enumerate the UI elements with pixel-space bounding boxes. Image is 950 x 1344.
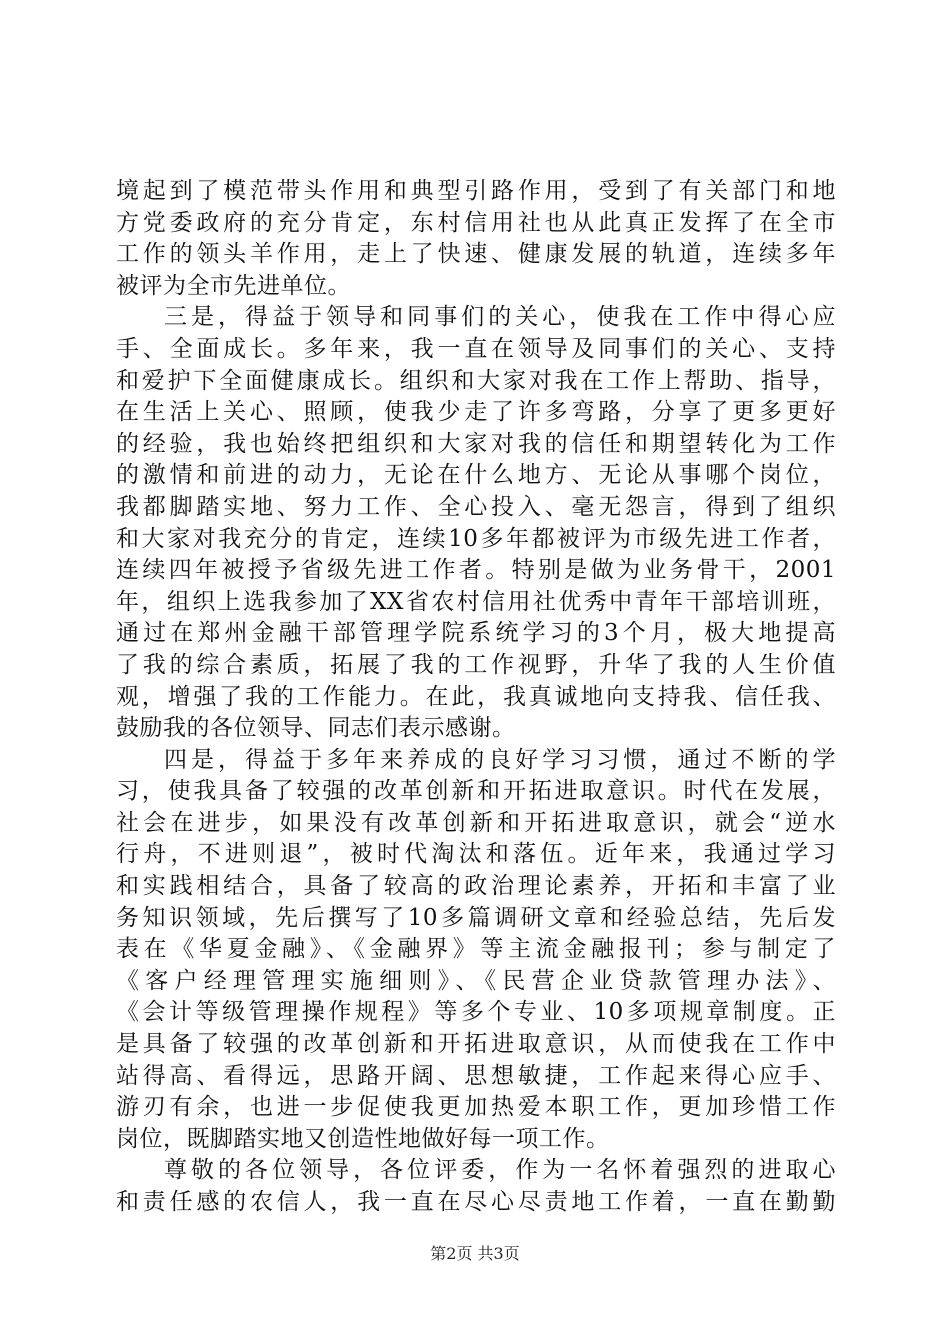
text-line: 工作的领头羊作用，走上了快速、健康发展的轨道，连续多年 bbox=[116, 241, 836, 268]
text-line: 我都脚踏实地、努力工作、全心投入、毫无怨言，得到了组织 bbox=[116, 493, 836, 520]
text-line: 被评为全市先进单位。 bbox=[116, 272, 351, 299]
text-line: 连续四年被授予省级先进工作者。特别是做为业务骨干，2001 bbox=[116, 557, 836, 584]
text-line: 通过在郑州金融干部管理学院系统学习的3个月，极大地提高 bbox=[116, 620, 836, 647]
text-line: 了我的综合素质，拓展了我的工作视野，升华了我的人生价值 bbox=[116, 651, 836, 678]
text-line: 站得高、看得远，思路开阔、思想敏捷，工作起来得心应手、 bbox=[116, 1062, 836, 1089]
text-line: 方党委政府的充分肯定，东村信用社也从此真正发挥了在全市 bbox=[116, 209, 836, 236]
paragraph-start-line: 三是，得益于领导和同事们的关心，使我在工作中得心应 bbox=[164, 304, 836, 331]
text-line: 表在《华夏金融》、《金融界》等主流金融报刊；参与制定了 bbox=[116, 936, 836, 963]
text-line: 和爱护下全面健康成长。组织和大家对我在工作上帮助、指导， bbox=[116, 367, 836, 394]
text-line: 务知识领域，先后撰写了10多篇调研文章和经验总结，先后发 bbox=[116, 904, 836, 931]
paragraph-start-line: 四是，得益于多年来养成的良好学习习惯，通过不断的学 bbox=[164, 746, 836, 773]
text-line: 的经验，我也始终把组织和大家对我的信任和期望转化为工作 bbox=[116, 430, 836, 457]
text-line: 社会在进步，如果没有改革创新和开拓进取意识，就会“逆水 bbox=[116, 809, 836, 836]
text-line: 行舟，不进则退”，被时代淘汰和落伍。近年来，我通过学习 bbox=[116, 841, 836, 868]
body-text bbox=[116, 176, 836, 1219]
text-line: 《会计等级管理操作规程》等多个专业、10多项规章制度。正 bbox=[116, 999, 836, 1026]
text-line: 是具备了较强的改革创新和开拓进取意识，从而使我在工作中 bbox=[116, 1031, 836, 1058]
text-line: 在生活上关心、照顾，使我少走了许多弯路，分享了更多更好 bbox=[116, 399, 836, 426]
text-line: 《客户经理管理实施细则》、《民营企业贷款管理办法》、 bbox=[116, 967, 836, 994]
text-line: 游刃有余，也进一步促使我更加热爱本职工作，更加珍惜工作 bbox=[116, 1094, 836, 1121]
text-line: 习，使我具备了较强的改革创新和开拓进取意识。时代在发展， bbox=[116, 778, 836, 805]
text-line: 和大家对我充分的肯定，连续10多年都被评为市级先进工作者， bbox=[116, 525, 836, 552]
text-line: 境起到了模范带头作用和典型引路作用，受到了有关部门和地 bbox=[116, 178, 836, 204]
text-line: 岗位，既脚踏实地又创造性地做好每一项工作。 bbox=[116, 1125, 610, 1152]
page-number-footer: 第2页 共3页 bbox=[430, 1244, 520, 1263]
text-line: 手、全面成长。多年来，我一直在领导及同事们的关心、支持 bbox=[116, 335, 836, 362]
text-line: 和责任感的农信人，我一直在尽心尽责地工作着，一直在勤勤 bbox=[116, 1189, 836, 1215]
paragraph-start-line: 尊敬的各位领导，各位评委，作为一名怀着强烈的进取心 bbox=[164, 1157, 836, 1184]
text-line: 年，组织上选我参加了XX省农村信用社优秀中青年干部培训班， bbox=[116, 588, 836, 615]
text-line: 的激情和前进的动力，无论在什么地方、无论从事哪个岗位， bbox=[116, 462, 836, 489]
text-line: 和实践相结合，具备了较高的政治理论素养，开拓和丰富了业 bbox=[116, 873, 836, 900]
text-line: 观，增强了我的工作能力。在此，我真诚地向支持我、信任我、 bbox=[116, 683, 836, 710]
text-line: 鼓励我的各位领导、同志们表示感谢。 bbox=[116, 715, 516, 742]
